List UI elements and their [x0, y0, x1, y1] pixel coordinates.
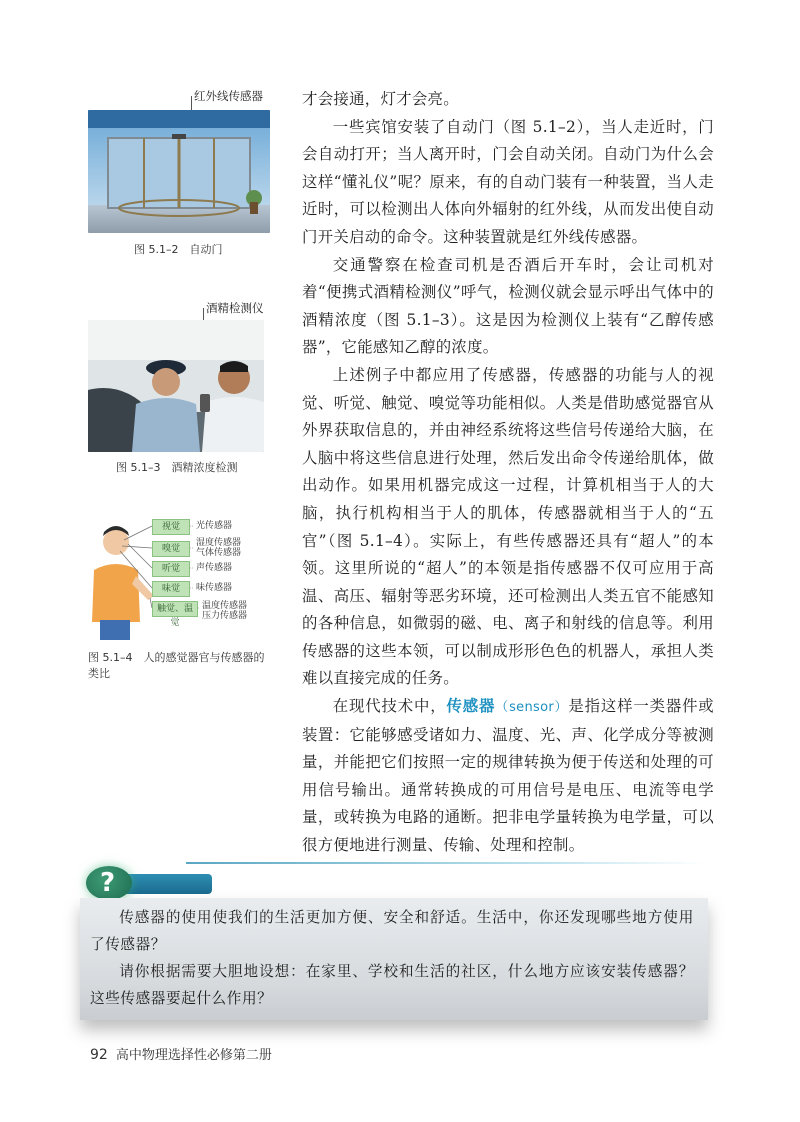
callout-infrared-sensor: 红外线传感器 — [194, 89, 263, 103]
discussion-question: 传感器的使用使我们的生活更加方便、安全和舒适。生活中，你还发现哪些地方使用了传感器？ — [90, 909, 694, 953]
banner-rule — [186, 862, 706, 864]
discussion-banner — [86, 862, 706, 902]
banner-bar — [124, 874, 212, 894]
senses-diagram — [88, 518, 278, 644]
sensor-label-sound: 声传感器 — [196, 563, 233, 573]
figure-caption: 图 5.1–2 自动门 — [134, 243, 223, 256]
paragraph: 上述例子中都应用了传感器，传感器的功能与人的视觉、听觉、触觉、嗅觉等功能相似。人类是借助感觉器官从外界获取信息的，并由神经系统将这些信号传递给大脑，在人脑中将这些信息进行处理，然后发出命令传递给肌体，做出动作。如果用机器完成这一过程，计算机相当于人的大脑，执行机构相当于人的肌体，传感器就相当于人的“五官”（图 5.1–4）。实际上，有些传感器还具有“超人”的本领。这里所说的“超人”的本领是指传感器不仅可应用于高温、高压、辐射等恶劣环境，还可检测出人类五官不能感知的各种信息，如微弱的磁、电、离子和射线的信息等。利用传感器的这些本领，可以制成形形色色的机器人，承担人类难以直接完成的任务。 — [302, 365, 714, 688]
sense-label-touch-temp: 触觉、温觉 — [152, 601, 198, 617]
page-footer — [90, 1044, 272, 1063]
sensor-label-taste: 味传感器 — [196, 583, 233, 593]
sense-label-taste: 味觉 — [152, 581, 190, 597]
sensor-label-temp-pressure: 温度传感器 压力传感器 — [202, 601, 248, 621]
figure-caption: 图 5.1–3 酒精浓度检测 — [116, 461, 238, 474]
key-term: 传感器 — [446, 697, 496, 716]
callout-alcohol-detector: 酒精检测仪 — [206, 301, 264, 315]
automatic-door-photo — [88, 110, 270, 233]
sensor-label-light: 光传感器 — [196, 521, 233, 531]
sense-label-hearing: 听觉 — [152, 561, 190, 577]
paragraph: 一些宾馆安装了自动门（图 5.1–2），当人走近时，门会自动打开；当人离开时，门会自动关闭。自动门为什么会这样“懂礼仪”呢？原来，有的自动门装有一种装置，当人走近时，可以检测出人体向外辐射的红外线，从而发出使自动门开关启动的命令。这种装置就是红外线传感器。 — [302, 117, 714, 246]
discussion-text — [90, 904, 694, 1012]
discussion-question: 请你根据需要大胆地设想：在家里、学校和生活的社区，什么地方应该安装传感器？这些传感器要起什么作用？ — [90, 963, 694, 1007]
main-text — [302, 86, 714, 860]
book-title: 高中物理选择性必修第二册 — [115, 1048, 272, 1063]
sense-label-smell: 嗅觉 — [152, 541, 190, 557]
alcohol-test-photo — [88, 320, 264, 452]
paragraph-definition — [302, 693, 714, 860]
sensor-label-humidity-gas: 湿度传感器 气体传感器 — [196, 538, 242, 558]
key-term-english: （sensor） — [495, 700, 569, 716]
paragraph: 才会接通，灯才会亮。 — [302, 90, 459, 108]
sense-label-sight: 视觉 — [152, 519, 190, 535]
paragraph: 交通警察在检查司机是否酒后开车时，会让司机对着“便携式酒精检测仪”呼气，检测仪就会显示呼出气体中的酒精浓度（图 5.1–3）。这是因为检测仪上装有“乙醇传感器”，它能感知乙醇的浓度。 — [302, 255, 714, 357]
discussion-box — [80, 898, 708, 1020]
question-icon: ? — [86, 866, 132, 900]
page-number: 92 — [90, 1047, 108, 1063]
text-run: 在现代技术中， — [332, 697, 447, 716]
figure-caption: 图 5.1–4 人的感觉器官与传感器的类比 — [88, 651, 265, 680]
text-run: 是指这样一类器件或装置：它能够感受诸如力、温度、光、声、化学成分等被测量，并能把它们按照一定的规律转换为便于传送和处理的可用信号输出。通常转换成的可用信号是电压、电流等电学量，或转换为电路的通断。把非电学量转换为电学量，可以很方便地进行测量、传输、处理和控制。 — [302, 697, 715, 855]
